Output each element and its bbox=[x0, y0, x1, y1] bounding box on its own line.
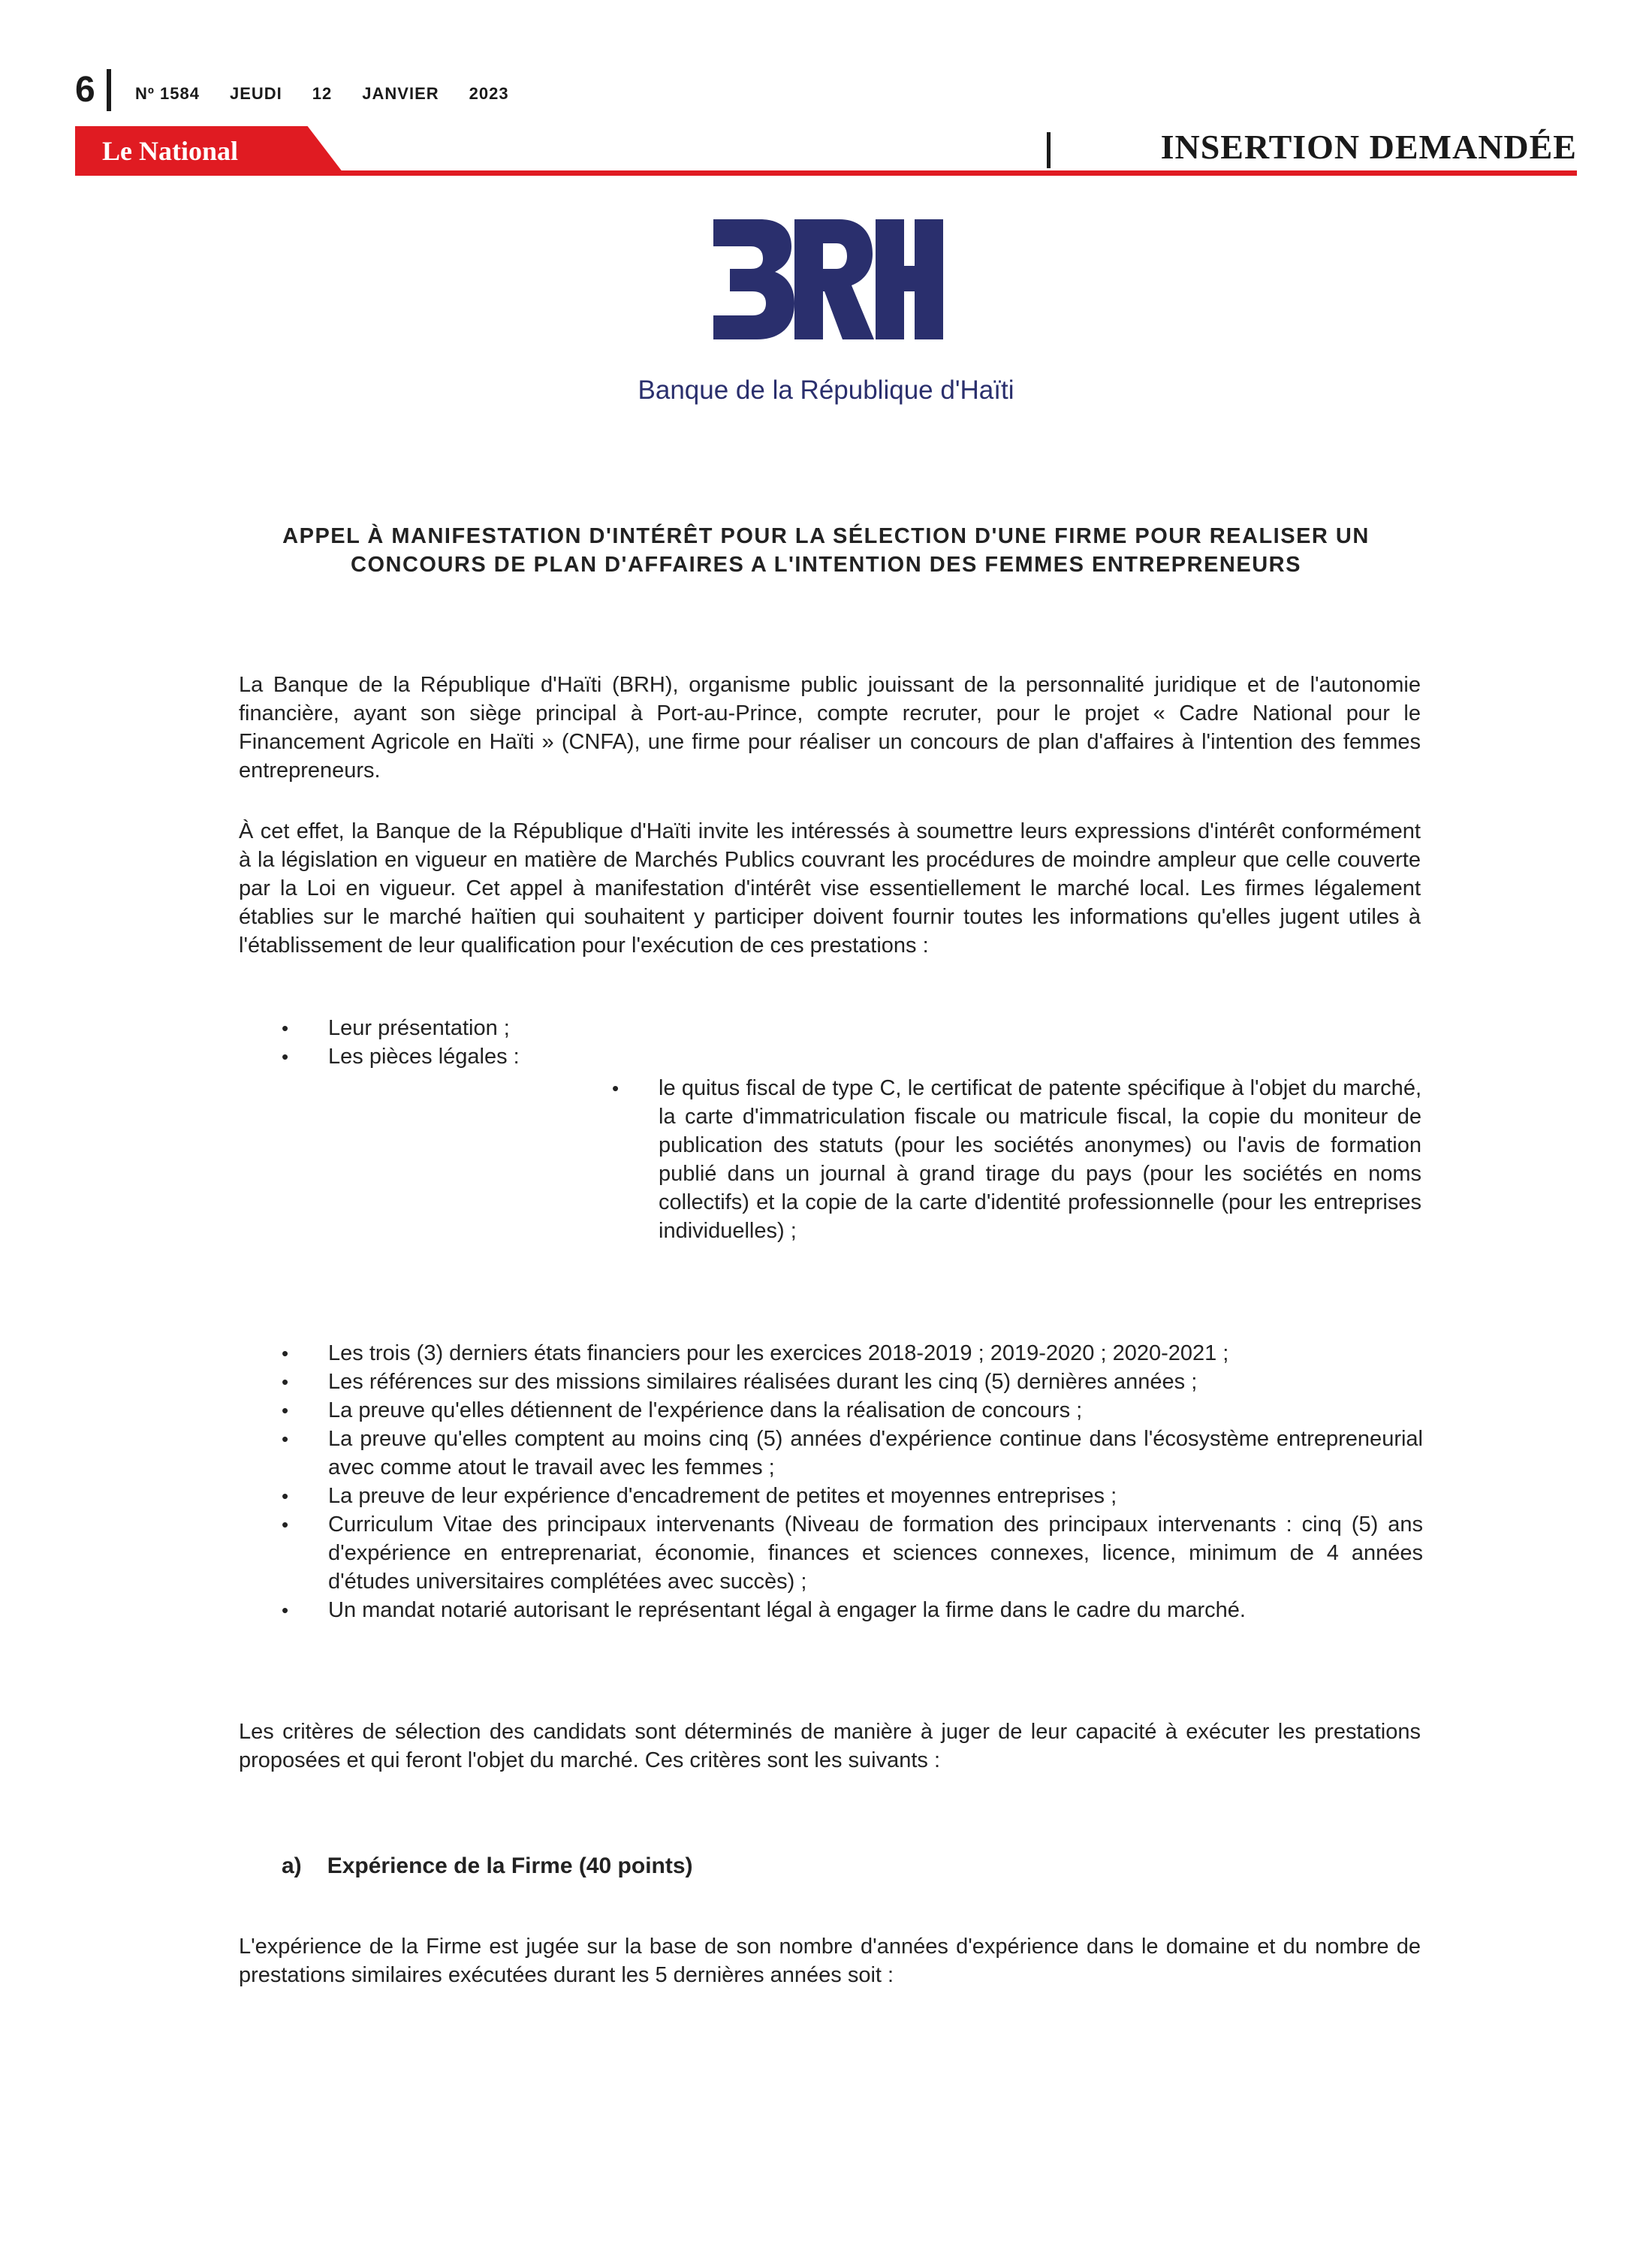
list-item: • le quitus fiscal de type C, le certificat de patente spécifique à l'objet du marché, la carte d'immatriculation fiscale ou matricule fiscal, la copie du moniteur de publication des statuts (pour les sociétés anonymes) ou l'avis de formation publié dans un journal à grand tirage du pays (pour les sociétés en noms collectifs) et la copie de la carte d'identité professionnelle (pour les entreprises individuelles) ; bbox=[612, 1074, 1421, 1245]
legal-documents-list bbox=[612, 1074, 1421, 1245]
criteria-paragraph: Les critères de sélection des candidats sont déterminés de manière à juger de leur capacité à exécuter les prestations proposées et qui feront l'objet du marché. Ces critères sont les suivants : bbox=[239, 1720, 1421, 1772]
section-divider bbox=[1047, 132, 1051, 168]
publication-name: Le National bbox=[102, 136, 239, 166]
list-item: • La preuve qu'elles comptent au moins cinq (5) années d'expérience continue dans l'écosystème entrepreneurial avec comme atout le travail avec les femmes ; bbox=[282, 1425, 1423, 1482]
notice-title-line-1: APPEL À MANIFESTATION D'INTÉRÊT POUR LA SÉLECTION D'UNE FIRME POUR REALISER UN bbox=[282, 524, 1370, 548]
header-rule bbox=[75, 170, 1577, 176]
list-item: • Les pièces légales : bbox=[282, 1042, 1423, 1071]
experience-paragraph: L'expérience de la Firme est jugée sur la base de son nombre d'années d'expérience dans le domaine et du nombre de prestations similaires exécutées durant les 5 dernières années soit : bbox=[239, 1935, 1421, 1987]
criterion-a-heading bbox=[282, 1853, 693, 1879]
issue-number: Nº 1584 bbox=[135, 84, 200, 103]
intro-paragraph: La Banque de la République d'Haïti (BRH), organisme public jouissant de la personnalité juridique et de l'autonomie financière, ayant son siège principal à Port-au-Prince, compte recruter, pour le projet « Cadre National pour le Financement Agricole en Haïti » (CNFA), une firme pour réaliser un concours de plan d'affaires à l'intention des femmes entrepreneurs. bbox=[239, 673, 1421, 783]
section-title: INSERTION DEMANDÉE bbox=[1160, 128, 1577, 166]
brh-logo bbox=[713, 219, 943, 339]
list-item: • Leur présentation ; bbox=[282, 1014, 1423, 1042]
criterion-a-letter: a) bbox=[282, 1853, 302, 1878]
notice-title bbox=[225, 522, 1427, 579]
logo-subtitle: Banque de la République d'Haïti bbox=[638, 376, 1014, 405]
issue-info bbox=[135, 84, 509, 104]
list-item: • Les références sur des missions similaires réalisées durant les cinq (5) dernières années ; bbox=[282, 1368, 1423, 1396]
list-item: • Les trois (3) derniers états financiers pour les exercices 2018-2019 ; 2019-2020 ; 2020-2021 ; bbox=[282, 1339, 1423, 1368]
requirements-list-b bbox=[282, 1339, 1423, 1624]
list-item: • La preuve de leur expérience d'encadrement de petites et moyennes entreprises ; bbox=[282, 1482, 1423, 1510]
page-number: 6 bbox=[75, 70, 95, 110]
list-item: • Curriculum Vitae des principaux intervenants (Niveau de formation des principaux intervenants : cinq (5) ans d'expérience en entreprenariat, économie, finances et sciences connexes, licence, minimum de 4 années d'études universitaires complétées avec succès) ; bbox=[282, 1510, 1423, 1596]
list-item: • Un mandat notarié autorisant le représentant légal à engager la firme dans le cadre du marché. bbox=[282, 1596, 1423, 1624]
issue-year: 2023 bbox=[469, 84, 509, 103]
criterion-a-title: Expérience de la Firme (40 points) bbox=[327, 1853, 693, 1878]
list-item: • La preuve qu'elles détiennent de l'expérience dans la réalisation de concours ; bbox=[282, 1396, 1423, 1425]
issue-day: JEUDI bbox=[229, 84, 282, 103]
requirements-list-a bbox=[282, 1014, 1423, 1071]
issue-date-number: 12 bbox=[312, 84, 333, 103]
invitation-paragraph: À cet effet, la Banque de la République d'Haïti invite les intéressés à soumettre leurs expressions d'intérêt conformément à la législation en vigueur en matière de Marchés Publics couvrant les procédures de moindre ampleur que celle couverte par la Loi en vigueur. Cet appel à manifestation d'intérêt vise essentiellement le marché local. Les firmes légalement établies sur le marché haïtien qui souhaitent y participer doivent fournir toutes les informations qu'elles jugent utiles à l'établissement de leur qualification pour l'exécution de ces prestations : bbox=[239, 819, 1421, 958]
page-number-divider bbox=[107, 69, 111, 111]
issue-month: JANVIER bbox=[362, 84, 439, 103]
notice-title-line-2: CONCOURS DE PLAN D'AFFAIRES A L'INTENTION DES FEMMES ENTREPRENEURS bbox=[351, 553, 1301, 577]
